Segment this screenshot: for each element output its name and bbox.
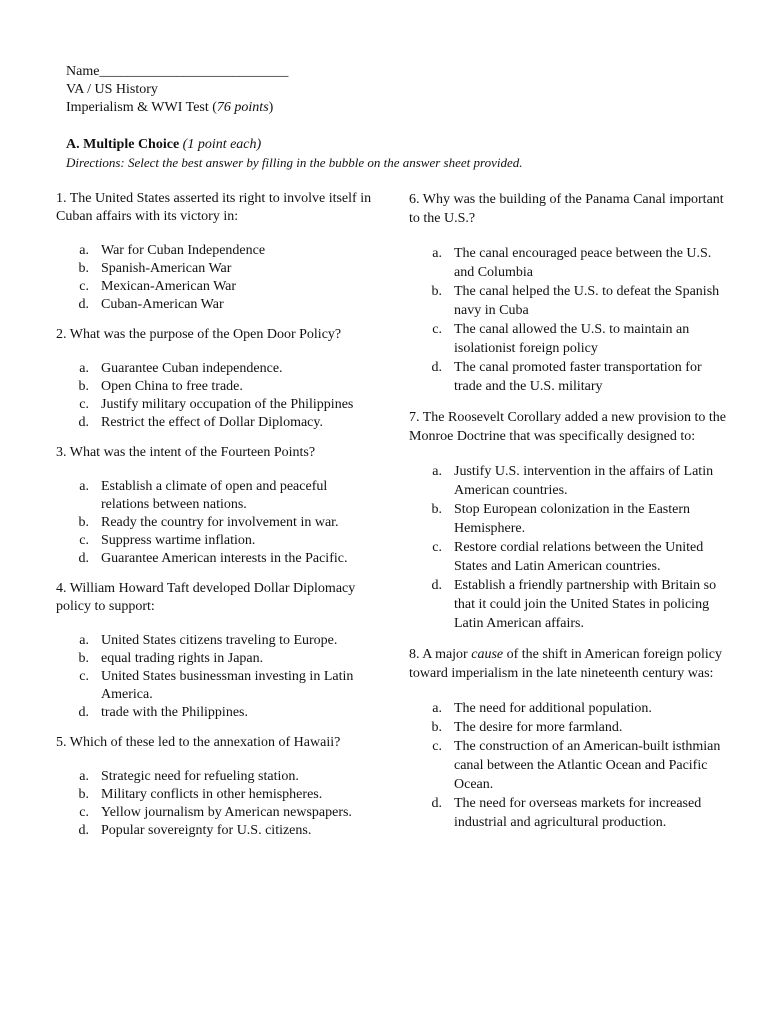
option-a: a. Establish a climate of open and peaceful relations between nations.	[79, 479, 328, 512]
option-d: d. Popular sovereignty for U.S. citizens.	[78, 823, 312, 838]
option-b: b. Ready the country for involvement in war.	[78, 515, 339, 530]
question-6	[409, 190, 729, 396]
question-stem: 2. What was the purpose of the Open Door Policy?	[56, 327, 342, 342]
section-title: A. Multiple Choice	[66, 137, 180, 152]
right-column	[409, 190, 729, 844]
option-d: d. Guarantee American interests in the Pacific.	[78, 551, 348, 566]
course-title: VA / US History	[66, 82, 158, 97]
option-c: c. Restore cordial relations between the United States and Latin American countries.	[432, 540, 704, 574]
option-a: a. Strategic need for refueling station.	[79, 769, 299, 784]
question-stem: 1. The United States asserted its right to involve itself in Cuban affairs with its victory in:	[56, 191, 372, 224]
option-b: b. The canal helped the U.S. to defeat the Spanish navy in Cuba	[431, 284, 720, 318]
question-5	[56, 734, 374, 840]
question-stem: 6. Why was the building of the Panama Canal important to the U.S.?	[409, 192, 724, 226]
question-7	[409, 408, 729, 633]
option-d: d. trade with the Philippines.	[78, 705, 248, 720]
option-b: b. equal trading rights in Japan.	[78, 651, 264, 666]
option-c: c. Suppress wartime inflation.	[79, 533, 256, 548]
option-a: a. Guarantee Cuban independence.	[79, 361, 283, 376]
option-a: a. United States citizens traveling to Europe.	[79, 633, 338, 648]
name-line: Name___________________________	[66, 64, 289, 79]
option-c: c. Yellow journalism by American newspapers.	[79, 805, 352, 820]
options-list	[56, 242, 374, 314]
option-d: d. Establish a friendly partnership with Britain so that it could join the United States in policing Latin American affairs.	[431, 578, 717, 631]
option-b: b. Stop European colonization in the Eastern Hemisphere.	[431, 502, 690, 536]
option-b: b. Military conflicts in other hemispheres.	[78, 787, 323, 802]
test-title: Imperialism & WWI Test (76 points)	[66, 100, 274, 115]
option-d: d. The canal promoted faster transportation for trade and the U.S. military	[431, 360, 702, 394]
question-8	[409, 645, 729, 832]
question-stem: 4. William Howard Taft developed Dollar Diplomacy policy to support:	[56, 581, 356, 614]
emphasis-cause: cause	[471, 647, 504, 662]
left-column	[56, 190, 374, 852]
option-b: b. The desire for more farmland.	[431, 720, 623, 735]
question-stem: 7. The Roosevelt Corollary added a new provision to the Monroe Doctrine that was specifically designed to:	[409, 410, 727, 444]
question-1	[56, 190, 374, 314]
options-list	[409, 244, 729, 396]
option-c: c. United States businessman investing in Latin America.	[79, 669, 354, 702]
option-d: d. Cuban-American War	[78, 297, 224, 312]
test-header	[66, 63, 288, 117]
option-b: b. Open China to free trade.	[78, 379, 243, 394]
option-b: b. Spanish-American War	[78, 261, 232, 276]
option-a: a. The canal encouraged peace between the U.S. and Columbia	[432, 246, 712, 280]
option-c: c. Justify military occupation of the Philippines	[79, 397, 354, 412]
directions: Directions: Select the best answer by filling in the bubble on the answer sheet provided.	[66, 155, 523, 170]
options-list	[56, 478, 374, 568]
question-3	[56, 444, 374, 568]
question-2	[56, 326, 374, 432]
option-c: c. The canal allowed the U.S. to maintain an isolationist foreign policy	[432, 322, 690, 356]
section-points-note: (1 point each)	[182, 137, 262, 152]
test-points: 76 points	[216, 100, 269, 115]
options-list	[409, 462, 729, 633]
options-list	[56, 768, 374, 840]
options-list	[56, 632, 374, 722]
option-d: d. Restrict the effect of Dollar Diplomacy.	[78, 415, 323, 430]
option-a: a. War for Cuban Independence	[79, 243, 266, 258]
option-c: c. The construction of an American-built isthmian canal between the Atlantic Ocean and Pacific Ocean.	[432, 739, 721, 792]
question-4	[56, 580, 374, 722]
option-c: c. Mexican-American War	[79, 279, 237, 294]
question-stem: 8. A major cause of the shift in American foreign policy toward imperialism in the late nineteenth century was:	[409, 647, 723, 681]
options-list	[409, 699, 729, 832]
option-a: a. The need for additional population.	[432, 701, 652, 716]
option-a: a. Justify U.S. intervention in the affairs of Latin American countries.	[432, 464, 714, 498]
options-list	[56, 360, 374, 432]
question-stem: 5. Which of these led to the annexation of Hawaii?	[56, 735, 341, 750]
question-stem: 3. What was the intent of the Fourteen Points?	[56, 445, 316, 460]
option-d: d. The need for overseas markets for increased industrial and agricultural production.	[431, 796, 702, 830]
section-heading	[66, 136, 522, 172]
